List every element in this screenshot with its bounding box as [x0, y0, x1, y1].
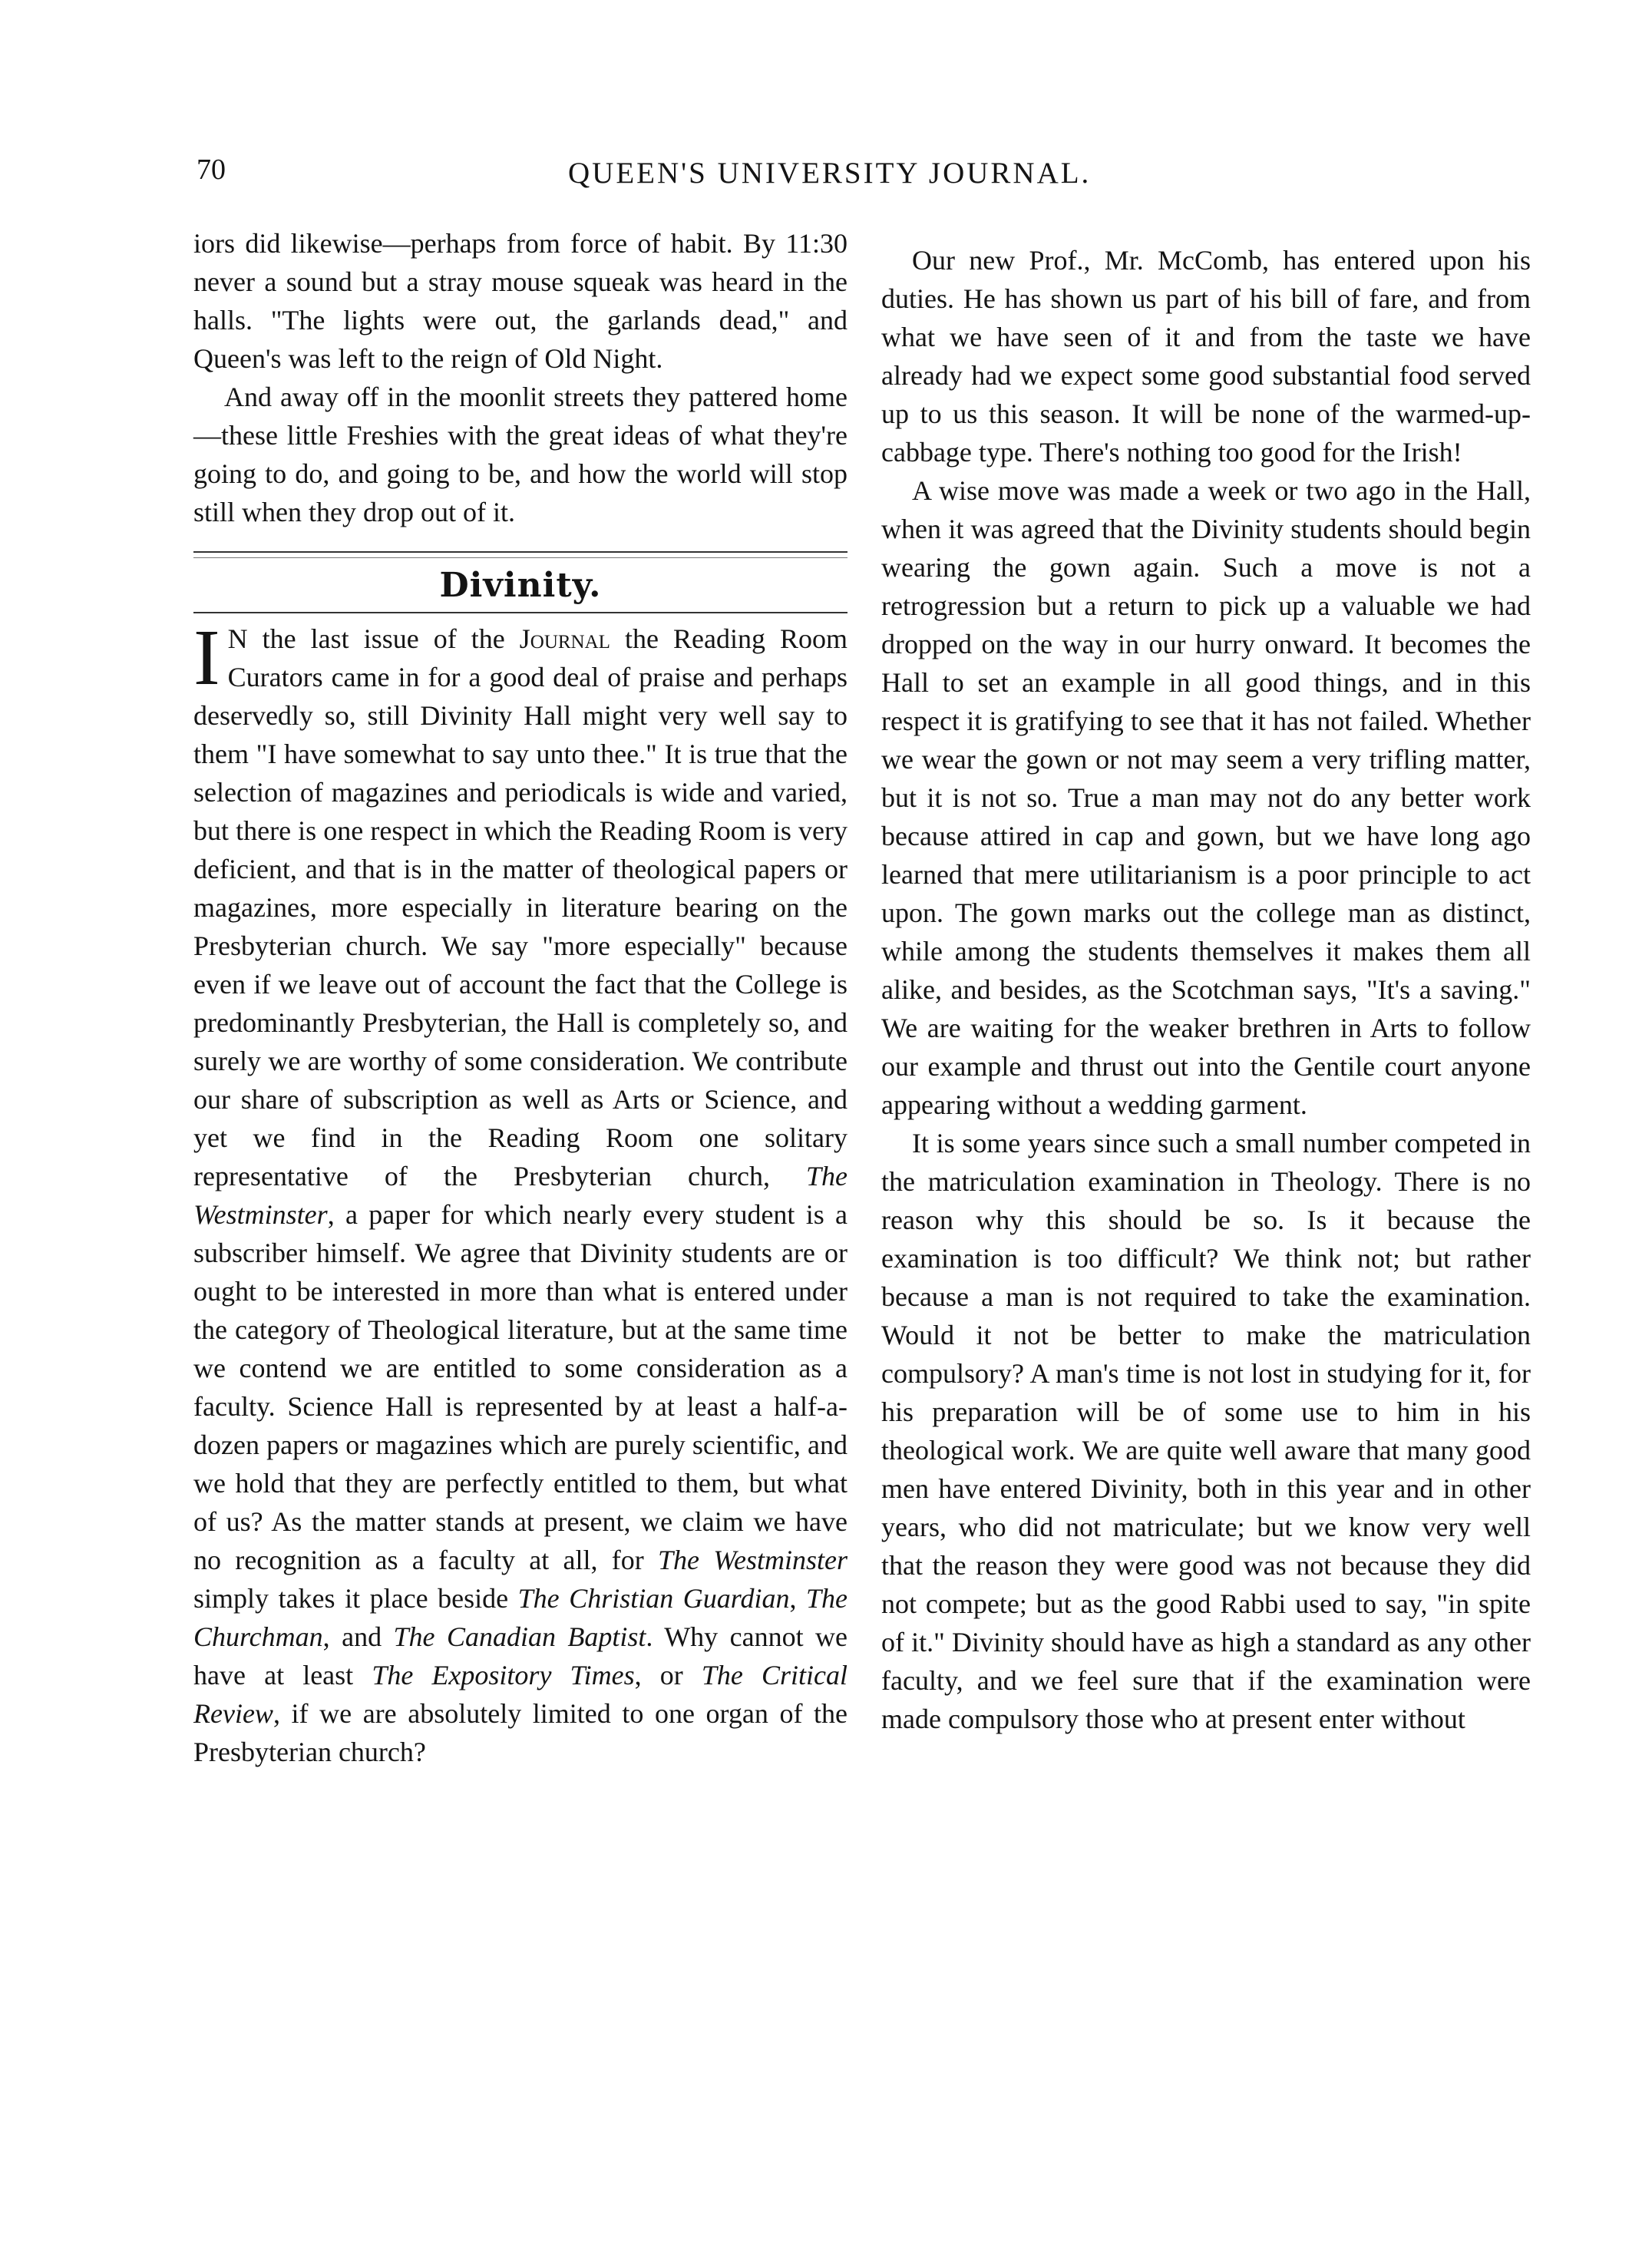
publication-title: The Churchman — [193, 1583, 847, 1652]
publication-title: The Canadian Baptist — [393, 1621, 646, 1652]
publication-title: The Westminster — [658, 1545, 847, 1575]
publication-title: The Critical Review — [193, 1660, 847, 1729]
section-divider-thin — [193, 557, 847, 558]
text-run: , and — [322, 1621, 394, 1652]
page-number: 70 — [197, 154, 226, 186]
section-divider — [193, 551, 847, 553]
section-title-underline — [193, 612, 847, 613]
publication-title: The Expository Times — [372, 1660, 635, 1690]
text-run: , a paper for which nearly every student is a subscriber himself. We agree that Divinity students are or ought to be interested in more than what is entered under the category of Theological literature, but at the same time we contend we are entitled to some consideration as a faculty. Science Hall is represented by at least a half-a-dozen papers or magazines which are purely scientific, and we hold that they are perfectly entitled to them, but what of us? As the matter stands at present, we claim we have no recognition as a faculty at all, for — [193, 1199, 847, 1575]
divinity-paragraph-1 — [193, 613, 847, 1771]
text-run: simply takes it place beside — [193, 1583, 518, 1614]
left-paragraph-1: iors did likewise—perhaps from force of habit. By 11:30 never a sound but a stray mouse squeak was heard in the halls. "The lights were out, the garlands dead," and Queen's was left to the reign of Old Night. — [193, 228, 847, 374]
right-paragraph-1: Our new Prof., Mr. McComb, has entered upon his duties. He has shown us part of his bill of fare, and from what we have seen of it and from the taste we have already had we expect some good substantial food served up to us this season. It will be none of the warmed-up-cabbage type. There's nothing too good for the Irish! — [881, 245, 1531, 468]
text-run: N the last issue of the — [227, 623, 520, 654]
right-column — [881, 241, 1531, 1738]
publication-title: The Westminster — [193, 1161, 847, 1230]
text-run: , — [789, 1583, 806, 1614]
right-paragraph-3: It is some years since such a small number competed in the matriculation examination in Theology. There is no reason why this should be so. Is it because the examination is too difficult? We think not; but rather because a man is not required to take the examination. Would it not be better to make the matriculation compulsory? A man's time is not lost in studying for it, for his preparation will be of some use to him in his theological work. We are quite well aware that many good men have entered Divinity, both in this year and in other years, who did not matriculate; but we know very well that the reason they were good was not because they did not compete; but as the good Rabbi used to say, "in spite of it." Divinity should have as high a standard as any other faculty, and we feel sure that if the examination were made compulsory those who at present enter without — [881, 1128, 1531, 1734]
text-run: , if we are absolutely limited to one organ of the Presbyterian church? — [193, 1698, 847, 1767]
text-run: , or — [634, 1660, 702, 1690]
right-paragraph-2: A wise move was made a week or two ago in the Hall, when it was agreed that the Divinity students should begin wearing the gown again. Such a move is not a retrogression but a return to pick up a valuable we had dropped on the way in our hurry onward. It becomes the Hall to set an example in all good things, and in this respect it is gratifying to see that it has not failed. Whether we wear the gown or not may seem a very trifling matter, but it is not so. True a man may not do any better work because attired in cap and gown, but we have long ago learned that mere utilitarianism is a poor principle to act upon. The gown marks out the college man as distinct, while among the students themselves it makes them all alike, and besides, as the Scotchman says, "It's a saving." We are waiting for the weaker brethren in Arts to follow our example and thrust out into the Gentile court anyone appearing without a wedding garment. — [881, 475, 1531, 1120]
text-run: . Why cannot we have at least — [193, 1621, 847, 1690]
section-title: Divinity. — [439, 566, 602, 605]
drop-cap: I — [193, 613, 220, 702]
left-paragraph-2: And away off in the moonlit streets they pattered home—these little Freshies with the great ideas of what they're going to do, and going to be, and how the world will stop still when they drop out of it. — [193, 382, 847, 527]
text-run: the Reading Room Curators came in for a good deal of praise and perhaps deservedly so, still Divinity Hall might very well say to them "I have somewhat to say unto thee." It is true that the selection of magazines and periodicals is wide and varied, but there is one respect in which the Reading Room is very deficient, and that is in the matter of theological papers or magazines, more especially in literature bearing on the Presbyterian church. We say "more especially" because even if we leave out of account the fact that the College is predominantly Presbyterian, the Hall is completely so, and surely we are worthy of some consideration. We contribute our share of subscription as well as Arts or Science, and yet we find in the Reading Room one solitary representative of the Presbyterian church, — [193, 623, 847, 1191]
publication-title: The Christian Guardian — [517, 1583, 790, 1614]
left-column — [193, 224, 847, 1771]
running-title: QUEEN'S UNIVERSITY JOURNAL. — [568, 157, 1092, 190]
journal-name: Journal — [519, 623, 610, 654]
